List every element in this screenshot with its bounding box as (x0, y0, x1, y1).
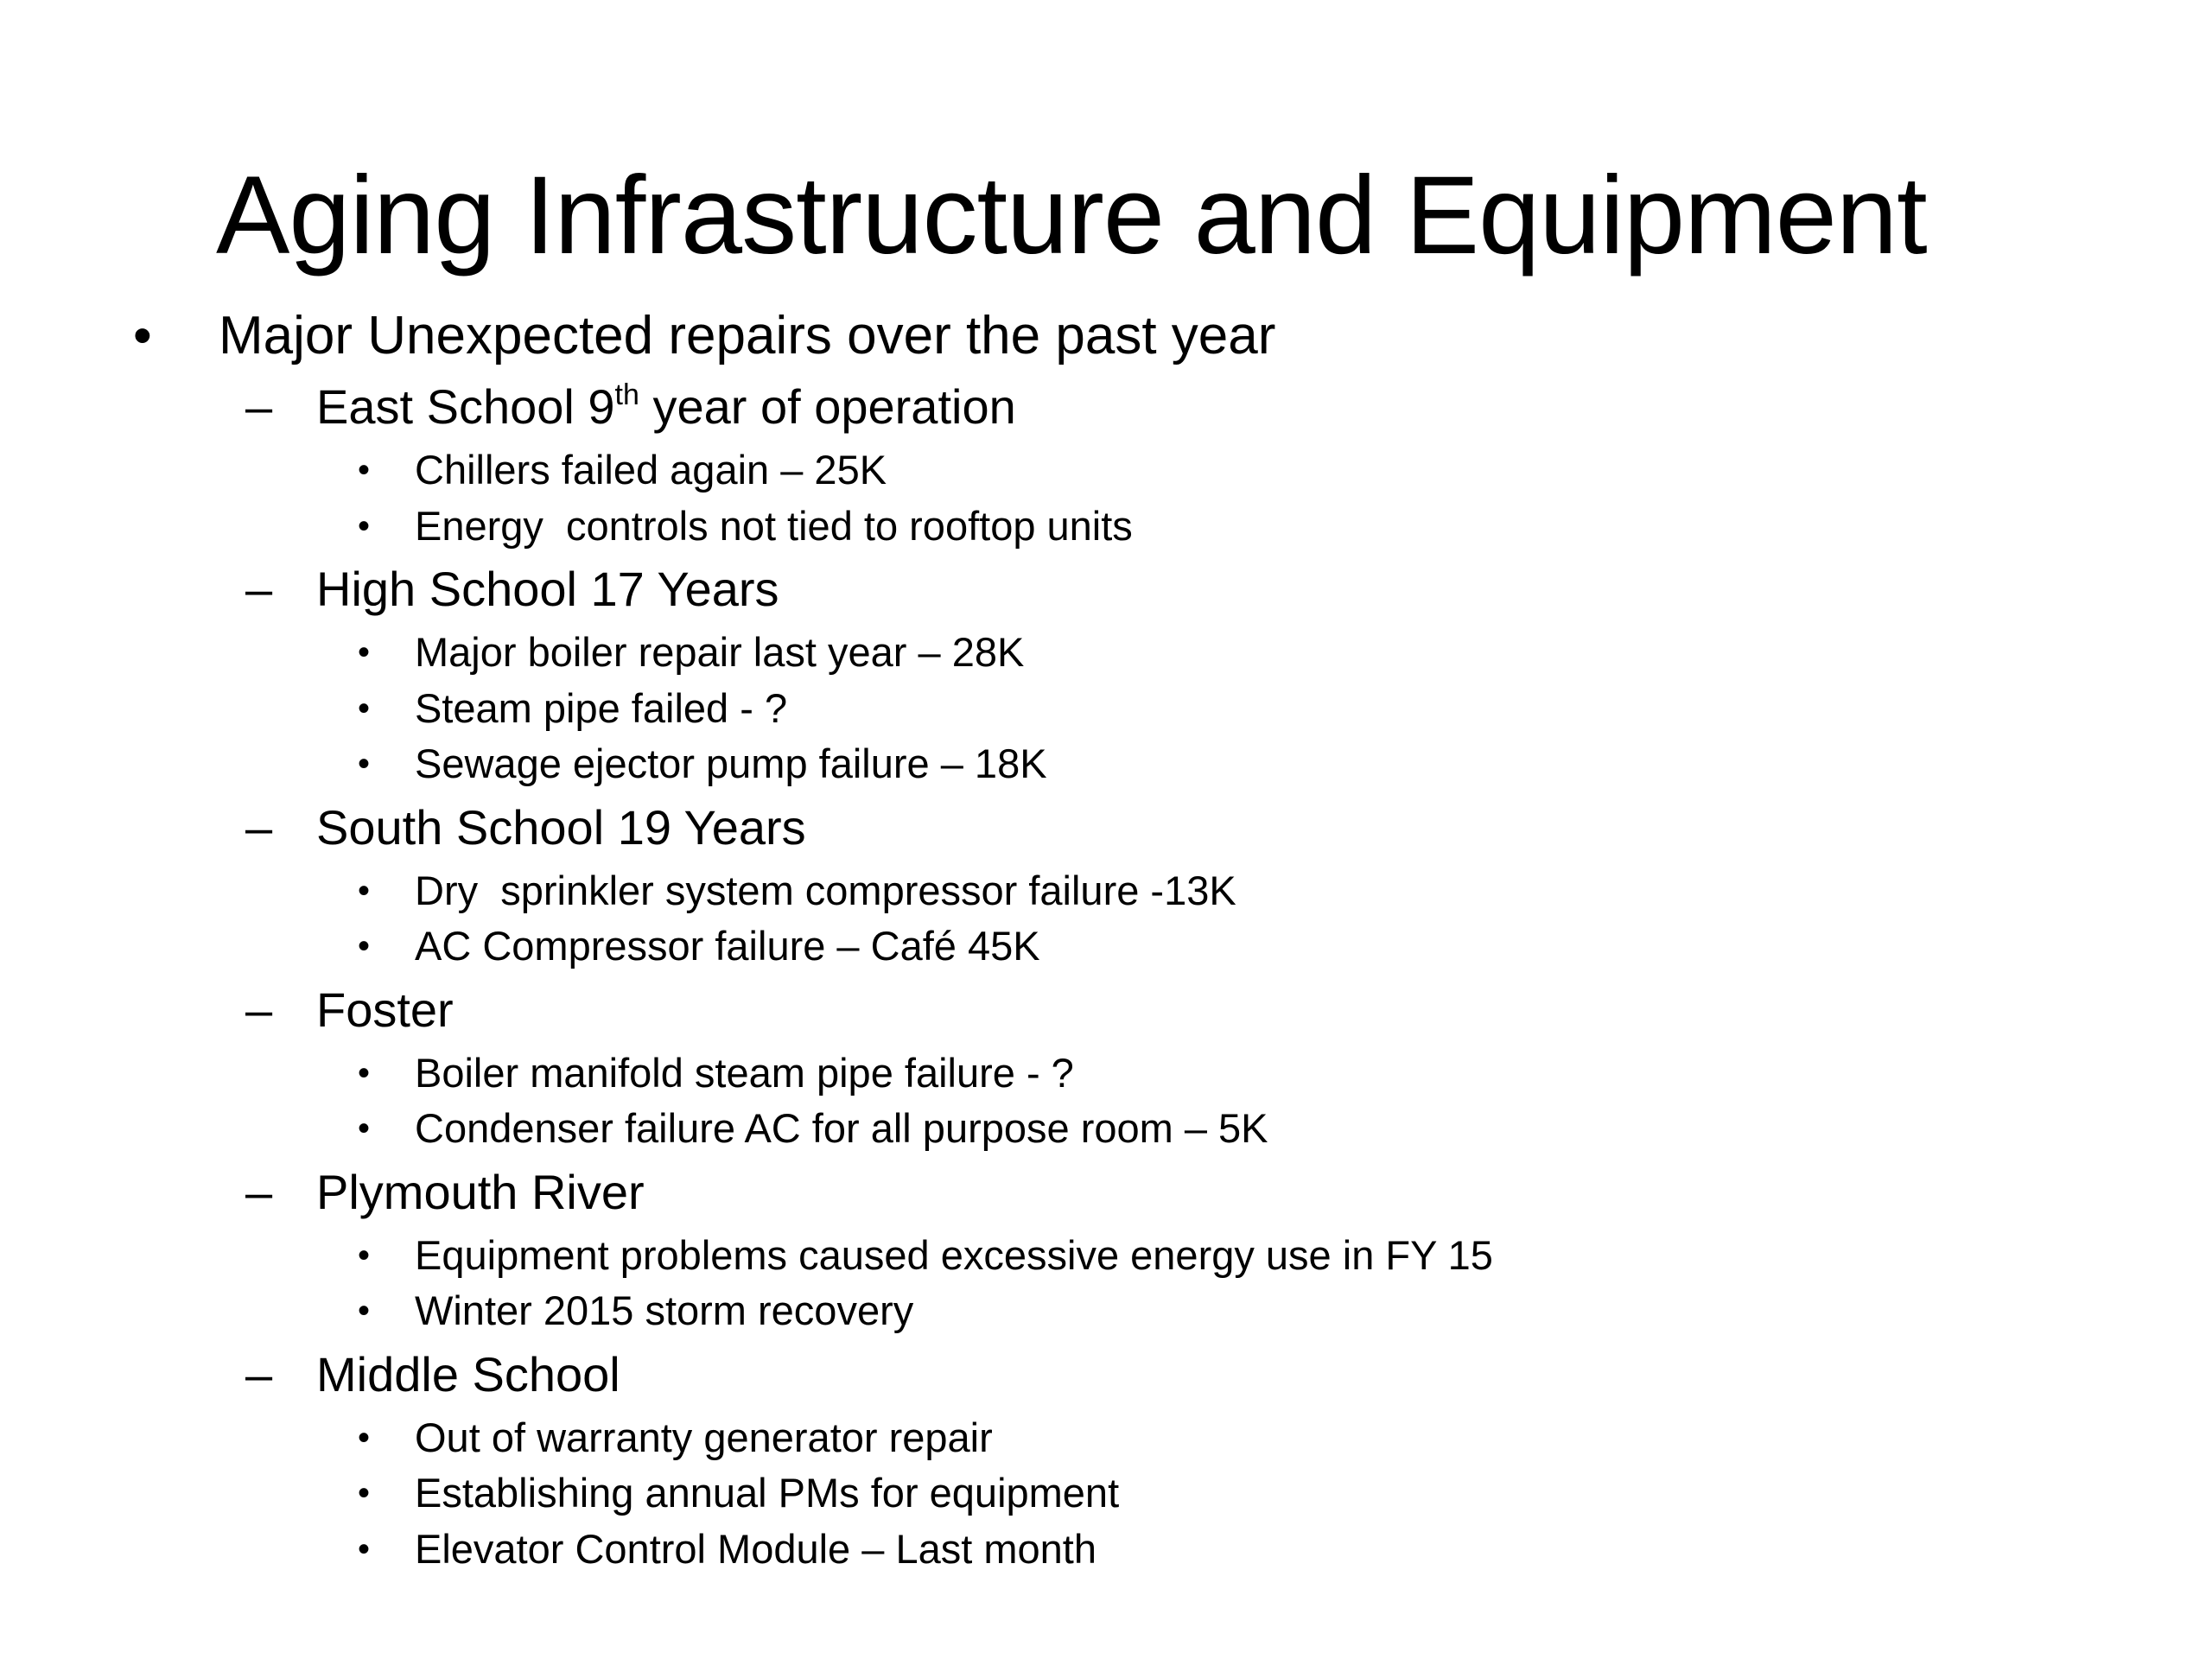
list-item (0, 918, 2212, 975)
bullet-marker: • (358, 1474, 371, 1512)
list-item-text: Elevator Control Module – Last month (415, 1525, 1096, 1572)
list-item (0, 1465, 2212, 1522)
list-item-text: AC Compressor failure – Café 45K (415, 923, 1040, 969)
group-heading-high-school (0, 554, 2212, 625)
list-item-text: Condenser failure AC for all purpose room – 5K (415, 1105, 1268, 1151)
list-item-text: Sewage ejector pump failure – 18K (415, 741, 1047, 786)
dash-marker: – (245, 982, 273, 1037)
bullet-marker: • (358, 1418, 371, 1457)
list-item-text: Winter 2015 storm recovery (415, 1287, 914, 1333)
group-heading-middle-school (0, 1339, 2212, 1410)
heading-pre: East School 9 (316, 379, 615, 434)
heading-superscript: th (614, 378, 639, 411)
group-heading-south-school (0, 792, 2212, 863)
bullet-marker: • (358, 506, 371, 545)
bullet-marker: • (358, 451, 371, 489)
list-item-text: Dry sprinkler system compressor failure -13K (415, 867, 1236, 913)
list-item-text: Steam pipe failed - ? (415, 684, 788, 731)
group-heading-foster (0, 975, 2212, 1046)
bullet-marker: • (133, 306, 152, 365)
list-item (0, 736, 2212, 792)
bullet-main-point (0, 301, 2212, 372)
group-heading-text: Middle School (316, 1346, 620, 1402)
bullet-marker: • (358, 1529, 371, 1568)
bullet-marker: • (358, 1053, 371, 1092)
list-item-text: Establishing annual PMs for equipment (415, 1470, 1120, 1516)
list-item (0, 1228, 2212, 1284)
list-item (0, 625, 2212, 681)
list-item-text: Energy controls not tied to rooftop units (415, 502, 1133, 549)
list-item-text: Major boiler repair last year – 28K (415, 629, 1025, 675)
list-item (0, 1283, 2212, 1339)
group-heading-text: Plymouth River (316, 1164, 645, 1219)
group-heading-east-school (0, 372, 2212, 442)
heading-post: year of operation (639, 379, 1016, 434)
list-item-text: Chillers failed again – 25K (415, 447, 887, 493)
list-item-text: Boiler manifold steam pipe failure - ? (415, 1049, 1074, 1096)
bullet-marker: • (358, 1292, 371, 1330)
group-heading-plymouth-river (0, 1157, 2212, 1228)
dash-marker: – (245, 1164, 273, 1219)
bullet-marker: • (358, 1109, 371, 1147)
group-heading-text: Foster (316, 982, 454, 1037)
dash-marker: – (245, 379, 273, 434)
list-item-text: Equipment problems caused excessive energy use in FY 15 (415, 1231, 1493, 1278)
bullet-marker: • (358, 871, 371, 910)
group-heading-text: High School 17 Years (316, 562, 779, 616)
slide-content (0, 301, 2212, 1577)
slide-title: Aging Infrastructure and Equipment (216, 154, 1927, 277)
list-item (0, 863, 2212, 919)
list-item (0, 681, 2212, 737)
list-item-text: Out of warranty generator repair (415, 1414, 993, 1460)
group-heading-text (316, 372, 1016, 442)
dash-marker: – (245, 562, 273, 616)
list-item (0, 442, 2212, 499)
bullet-marker: • (358, 633, 371, 671)
main-point-text: Major Unexpected repairs over the past year (219, 306, 1276, 365)
bullet-marker: • (358, 927, 371, 965)
list-item (0, 1410, 2212, 1466)
dash-marker: – (245, 1346, 273, 1402)
list-item (0, 1046, 2212, 1102)
bullet-marker: • (358, 689, 371, 728)
group-heading-text: South School 19 Years (316, 799, 806, 855)
list-item (0, 1522, 2212, 1578)
list-item (0, 499, 2212, 555)
bullet-marker: • (358, 745, 371, 783)
bullet-marker: • (358, 1236, 371, 1274)
list-item (0, 1101, 2212, 1157)
dash-marker: – (245, 799, 273, 855)
